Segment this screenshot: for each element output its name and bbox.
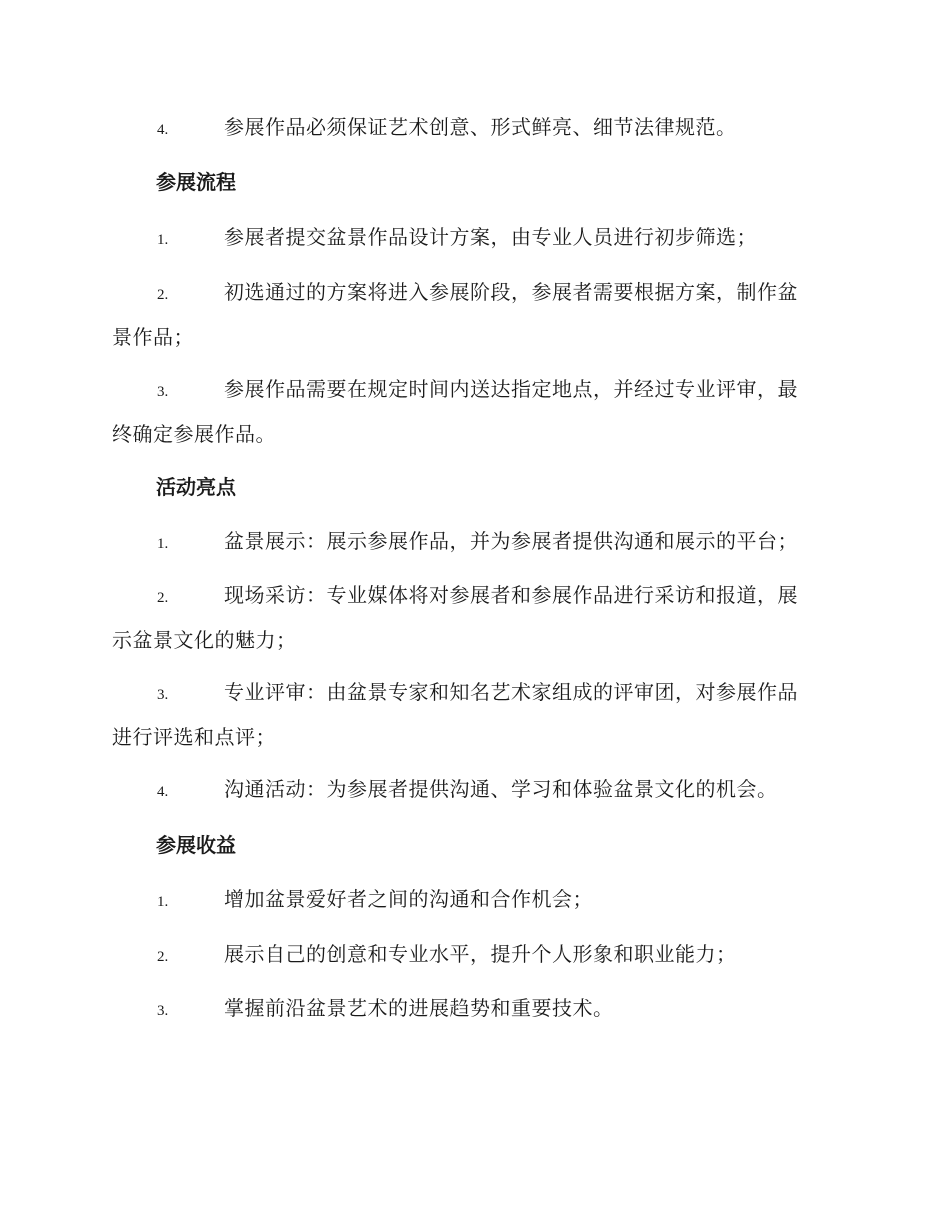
list-number: 2. [157,949,169,965]
list-number: 1. [157,536,169,552]
list-text: 参展作品必须保证艺术创意、形式鲜亮、细节法律规范。 [224,115,737,139]
list-text: 盆景展示：展示参展作品，并为参展者提供沟通和展示的平台； [224,529,798,553]
list-item [112,878,834,923]
list-number: 3. [157,1003,169,1019]
list-text-continuation: 示盆景文化的魅力； [112,628,297,652]
list-text: 现场采访：专业媒体将对参展者和参展作品进行采访和报道，展 [224,583,798,607]
list-number: 1. [157,894,169,910]
section-heading: 参展流程 [156,170,236,194]
list-number: 4. [157,122,169,138]
list-item [112,671,834,758]
list-text: 参展者提交盆景作品设计方案，由专业人员进行初步筛选； [224,225,757,249]
list-text: 掌握前沿盆景艺术的进展趋势和重要技术。 [224,996,614,1020]
list-text: 参展作品需要在规定时间内送达指定地点，并经过专业评审，最 [224,377,798,401]
list-text: 初选通过的方案将进入参展阶段，参展者需要根据方案，制作盆 [224,280,798,304]
list-number: 3. [157,384,169,400]
list-item [112,368,834,455]
list-text: 增加盆景爱好者之间的沟通和合作机会； [224,887,593,911]
list-item [112,271,834,358]
list-item [112,933,834,978]
list-text-continuation: 终确定参展作品。 [112,422,276,446]
list-number: 2. [157,590,169,606]
list-item [112,574,834,661]
list-text: 展示自己的创意和专业水平，提升个人形象和职业能力； [224,942,737,966]
list-item [112,106,834,151]
list-text: 沟通活动：为参展者提供沟通、学习和体验盆景文化的机会。 [224,777,778,801]
section-heading: 参展收益 [156,833,236,857]
list-item [112,768,834,813]
list-text: 专业评审：由盆景专家和知名艺术家组成的评审团，对参展作品 [224,680,798,704]
list-item [112,987,834,1032]
list-text-continuation: 进行评选和点评； [112,725,276,749]
list-number: 4. [157,784,169,800]
list-number: 3. [157,687,169,703]
section-heading: 活动亮点 [156,475,236,499]
list-text-continuation: 景作品； [112,325,194,349]
list-item [112,216,834,261]
list-item [112,520,834,565]
list-number: 2. [157,287,169,303]
list-number: 1. [157,232,169,248]
